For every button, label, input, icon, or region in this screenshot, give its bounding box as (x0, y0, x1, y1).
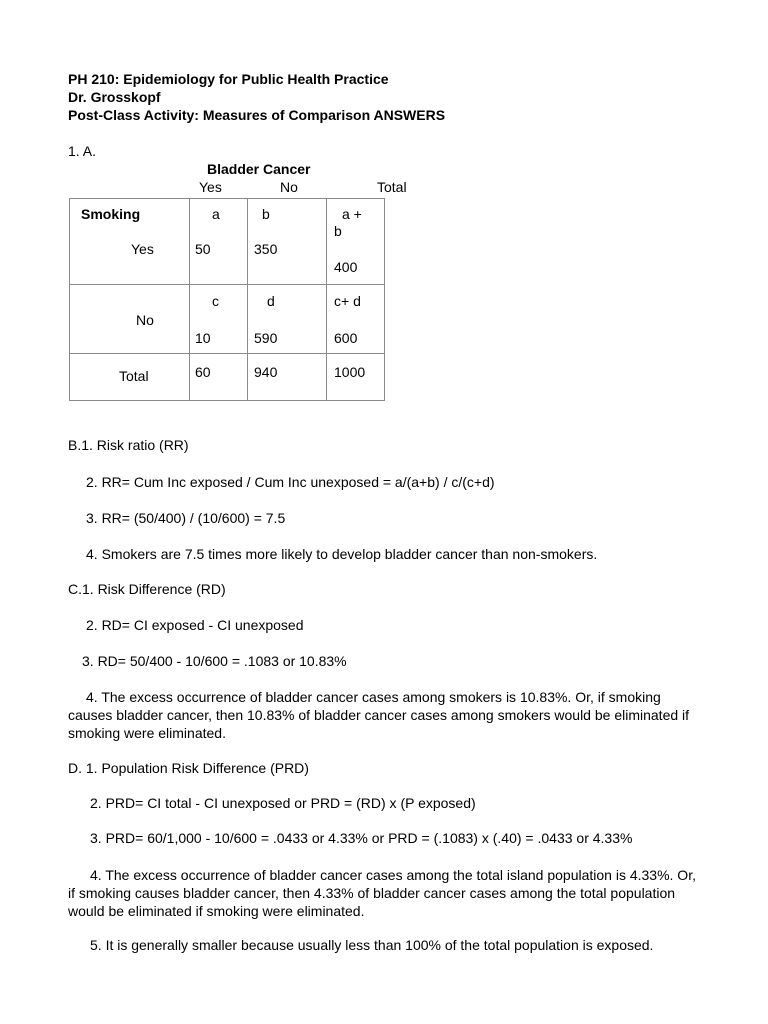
section-b-calculation: 3. RR= (50/400) / (10/600) = 7.5 (86, 510, 286, 526)
section-b-formula: 2. RR= Cum Inc exposed / Cum Inc unexposed = a/(a+b) / c/(c+d) (86, 474, 495, 490)
cell-no-total: 600 (334, 330, 358, 346)
section-1a-label: 1. A. (68, 143, 97, 159)
cell-label-b: b (262, 206, 270, 222)
section-c-interpretation: 4. The excess occurrence of bladder cancer cases among smokers is 10.83%. Or, if smoking causes bladder cancer, then 10.83% of bladder cancer cases among smokers would be eliminated if smoking were eliminated. (68, 689, 690, 741)
table-border-left (69, 198, 70, 401)
section-d-heading: D. 1. Population Risk Difference (PRD) (68, 760, 309, 776)
table-border-right (384, 198, 385, 401)
section-c-calculation: 3. RD= 50/400 - 10/600 = .1083 or 10.83% (82, 653, 347, 669)
cell-total-no: 940 (254, 364, 278, 380)
section-d-interpretation: 4. The excess occurrence of bladder cancer cases among the total island population is 4.33%. Or, if smoking causes bladder cancer, then 4.33% of bladder cancer cases among the total population would be eliminated if smoking were eliminated. (68, 867, 696, 919)
course-title: PH 210: Epidemiology for Public Health Practice (68, 71, 389, 87)
cell-label-d: d (267, 293, 275, 309)
row-header-smoking: Smoking (81, 206, 141, 222)
section-d-conclusion: 5. It is generally smaller because usually less than 100% of the total population is exposed. (90, 937, 654, 953)
section-c-formula: 2. RD= CI exposed - CI unexposed (86, 617, 304, 633)
table-border-bottom (69, 400, 385, 401)
section-b-heading: B.1. Risk ratio (RR) (68, 437, 189, 453)
cell-label-a-plus-b: b (334, 223, 342, 239)
table-row-divider (69, 353, 385, 354)
table-column-divider (326, 198, 327, 401)
row-header-total: Total (119, 368, 149, 384)
table-column-divider (189, 198, 190, 401)
cell-label-c: c (212, 293, 219, 309)
cell-yes-yes: 50 (195, 241, 211, 257)
section-c-heading: C.1. Risk Difference (RD) (68, 581, 226, 597)
table-border-top (69, 198, 385, 199)
table-title: Bladder Cancer (207, 161, 311, 177)
column-header-total: Total (377, 179, 407, 195)
section-d-calculation: 3. PRD= 60/1,000 - 10/600 = .0433 or 4.33% or PRD = (.1083) x (.40) = .0433 or 4.33% (90, 830, 633, 846)
cell-no-yes: 10 (195, 330, 211, 346)
cell-total-total: 1000 (334, 364, 366, 380)
table-row-divider (69, 284, 385, 285)
row-header-yes: Yes (131, 241, 154, 257)
cell-label-a-plus: a + (342, 206, 362, 222)
row-header-no: No (136, 312, 154, 328)
column-header-no: No (280, 179, 298, 195)
cell-yes-no: 350 (254, 241, 278, 257)
cell-label-c-plus-d: c+ d (334, 293, 361, 309)
cell-no-no: 590 (254, 330, 278, 346)
section-d-formula: 2. PRD= CI total - CI unexposed or PRD = (RD) x (P exposed) (90, 795, 476, 811)
table-column-divider (247, 198, 248, 401)
section-b-interpretation: 4. Smokers are 7.5 times more likely to develop bladder cancer than non-smokers. (86, 546, 598, 562)
cell-yes-total: 400 (334, 259, 358, 275)
column-header-yes: Yes (199, 179, 222, 195)
cell-total-yes: 60 (195, 364, 211, 380)
activity-title: Post-Class Activity: Measures of Comparison ANSWERS (68, 107, 446, 123)
cell-label-a: a (212, 206, 220, 222)
instructor-name: Dr. Grosskopf (68, 89, 161, 105)
